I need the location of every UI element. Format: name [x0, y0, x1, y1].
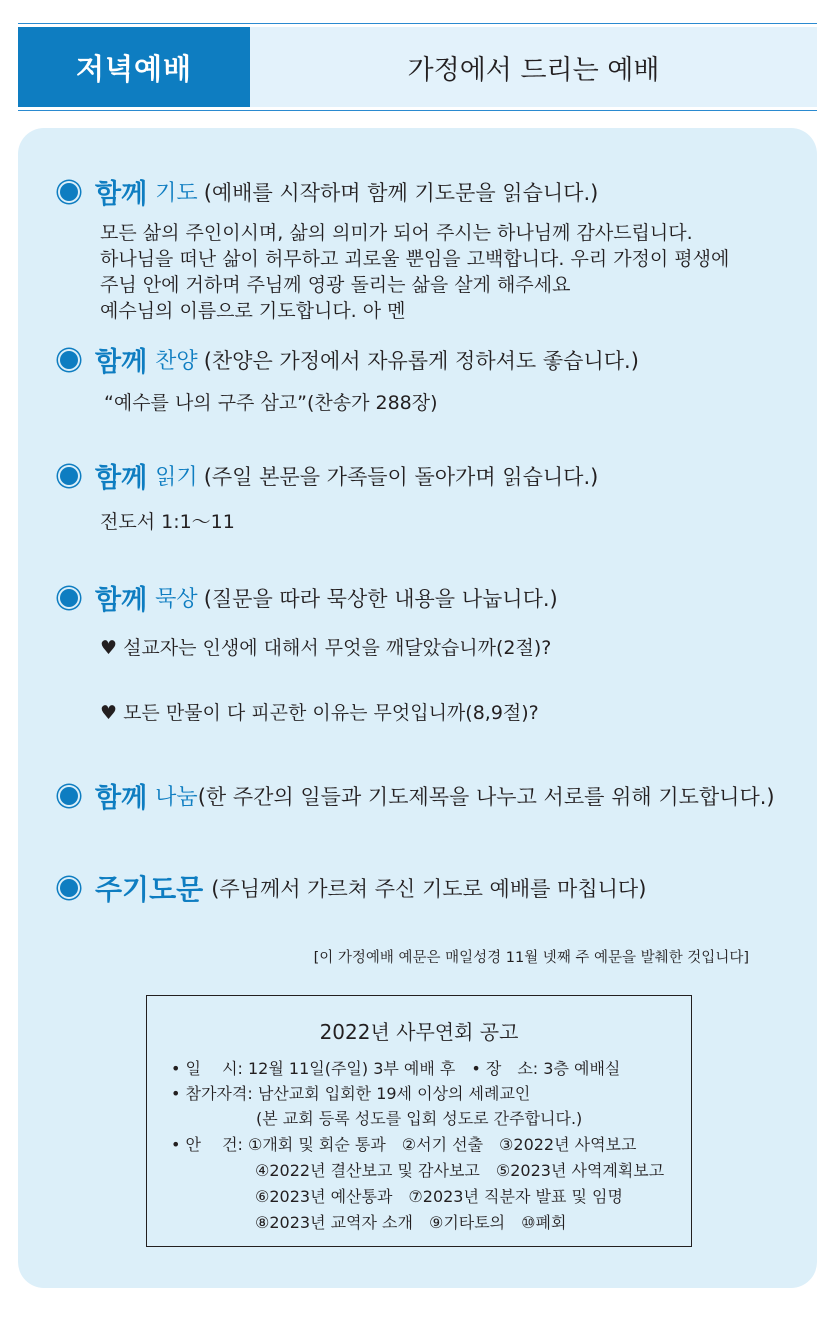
section-desc: (주님께서 가르쳐 주신 기도로 예배를 마칩니다) — [211, 877, 647, 901]
notice-box — [146, 995, 692, 1247]
hymn-line: “예수를 나의 구주 삼고”(찬송가 288장) — [104, 392, 438, 414]
section-main: 함께 — [95, 347, 148, 378]
notice-line: ⑧2023년 교역자 소개 ⑨기타토의 ⑩폐회 — [255, 1213, 567, 1232]
section-sharing-heading — [60, 776, 775, 815]
section-main: 함께 — [95, 463, 148, 494]
notice-line: ④2022년 결산보고 및 감사보고 ⑤2023년 사역계획보고 — [255, 1161, 665, 1180]
notice-line: • 안 건: ①개회 및 회순 통과 ②서기 선출 ③2022년 사역보고 — [171, 1135, 637, 1154]
prayer-line: 예수님의 이름으로 기도합니다. 아 멘 — [100, 300, 406, 322]
section-desc: (찬양은 가정에서 자유롭게 정하셔도 좋습니다.) — [203, 348, 639, 373]
section-main: 함께 — [95, 585, 148, 616]
circle-bullet-icon — [60, 467, 78, 485]
question-line: ♥ 모든 만물이 다 피곤한 이유는 무엇입니까(8,9절)? — [100, 702, 539, 724]
section-prayer-heading — [60, 172, 598, 211]
notice-line: • 참가자격: 남산교회 입회한 19세 이상의 세례교인 — [171, 1084, 531, 1103]
section-main: 주기도문 — [95, 873, 204, 906]
section-sub: 찬양 — [155, 349, 198, 374]
notice-line: (본 교회 등록 성도를 입회 성도로 간주합니다.) — [256, 1109, 583, 1128]
circle-bullet-icon — [60, 879, 78, 897]
prayer-line: 주님 안에 거하며 주님께 영광 돌리는 삶을 살게 해주세요 — [100, 274, 571, 296]
section-main: 함께 — [95, 179, 148, 210]
section-desc: (예배를 시작하며 함께 기도문을 읽습니다.) — [203, 180, 599, 205]
notice-line: ⑥2023년 예산통과 ⑦2023년 직분자 발표 및 임명 — [255, 1187, 623, 1206]
scripture-line: 전도서 1:1～11 — [100, 511, 235, 533]
section-reading-heading — [60, 456, 598, 495]
question-line: ♥ 설교자는 인생에 대해서 무엇을 깨달았습니까(2절)? — [100, 637, 552, 659]
section-desc: (질문을 따라 묵상한 내용을 나눕니다.) — [203, 586, 558, 611]
section-sub: 읽기 — [155, 465, 198, 490]
header-right-title: 가정에서 드리는 예배 — [407, 54, 660, 86]
notice-line: • 일 시: 12월 11일(주일) 3부 예배 후 • 장 소: 3층 예배실 — [171, 1059, 621, 1078]
prayer-line: 하나님을 떠난 삶이 허무하고 괴로울 뿐임을 고백합니다. 우리 가정이 평생에 — [100, 248, 730, 270]
header-bottom-rule — [18, 110, 817, 111]
section-sub: 기도 — [155, 181, 198, 206]
section-meditation-heading — [60, 578, 558, 617]
section-sub: 나눔 — [155, 785, 198, 810]
prayer-line: 모든 삶의 주인이시며, 삶의 의미가 되어 주시는 하나님께 감사드립니다. — [100, 222, 693, 244]
section-desc: (주일 본문을 가족들이 돌아가며 읽습니다.) — [203, 464, 599, 489]
header-left-title: 저녁예배 — [18, 27, 250, 107]
circle-bullet-icon — [60, 351, 78, 369]
circle-bullet-icon — [60, 589, 78, 607]
section-main: 함께 — [95, 783, 148, 814]
header-top-rule — [18, 23, 817, 24]
section-lords-prayer-heading — [60, 868, 646, 908]
notice-title: 2022년 사무연회 공고 — [319, 1020, 519, 1044]
section-praise-heading — [60, 340, 639, 379]
circle-bullet-icon — [60, 787, 78, 805]
header-bar — [18, 27, 817, 107]
source-note: [이 가정예배 예문은 매일성경 11월 넷째 주 예문을 발췌한 것입니다] — [313, 950, 749, 966]
section-desc: (한 주간의 일들과 기도제목을 나누고 서로를 위해 기도합니다.) — [197, 784, 775, 809]
section-sub: 묵상 — [155, 587, 198, 612]
circle-bullet-icon — [60, 183, 78, 201]
